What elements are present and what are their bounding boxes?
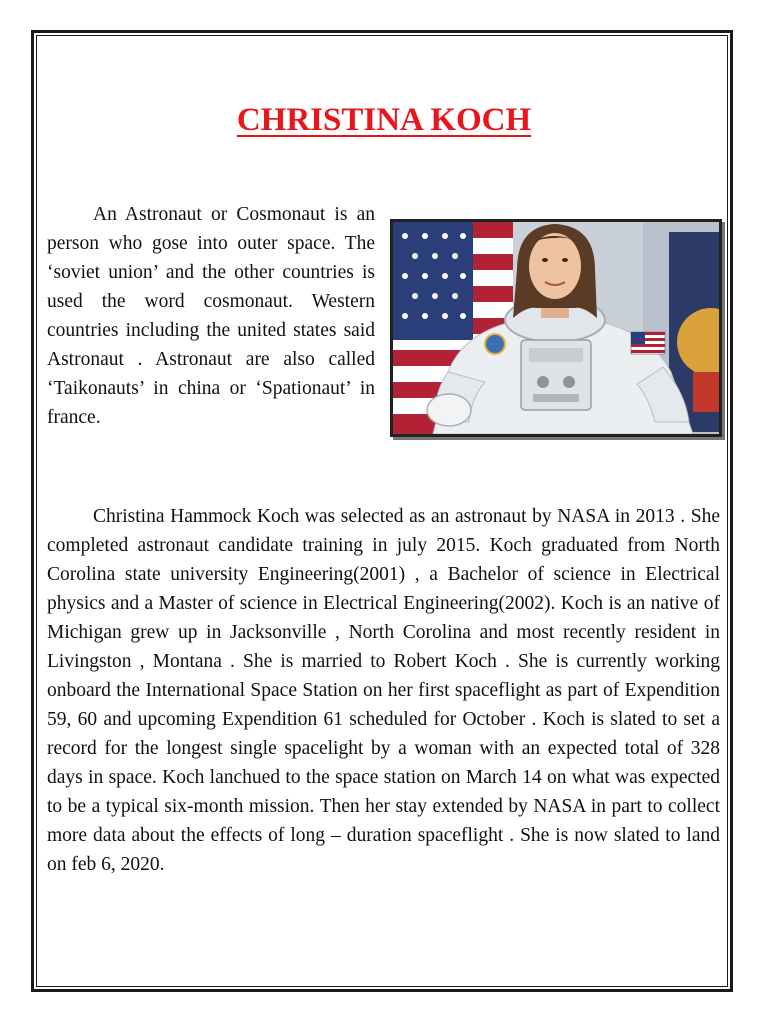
biography-paragraph: Christina Hammock Koch was selected as an astronaut by NASA in 2013 . She completed astronaut candidate training in july 2015. Koch graduated from North Corolina state university Engineering(2001) , a Bachelor of science in Electrical physics and a Master of science in Electrical Engineering(2002). Koch is an native of Michigan grew up in Jacksonville , North Corolina and most recently resident in Livingston , Montana . She is married to Robert Koch . She is currently working onboard the International Space Station on her first spaceflight as part of Expendition 59, 60 and upcoming Expendition 61 scheduled for October . Koch is slated to set a record for the longest single spacelight by a woman with an expected total of 328 days in space. Koch lanchued to the space station on March 14 on what was expected to be a typical six-month mission. Then her stay extended by NASA in part to collect more data about the effects of long – duration spaceflight . She is now slated to land on feb 6, 2020.	[47, 506, 720, 875]
document-title: CHRISTINA KOCH	[236, 102, 532, 138]
us-flag-patch	[631, 332, 665, 354]
astronaut-photo	[390, 219, 722, 437]
intro-paragraph: An Astronaut or Cosmonaut is an person who gose into outer space. The ‘soviet union’ and the other countries is used the word cosmonaut. Western countries including the united states said Astronaut . Astronaut are also called ‘Taikonauts’ in china or ‘Spationaut’ in france.	[47, 204, 375, 428]
